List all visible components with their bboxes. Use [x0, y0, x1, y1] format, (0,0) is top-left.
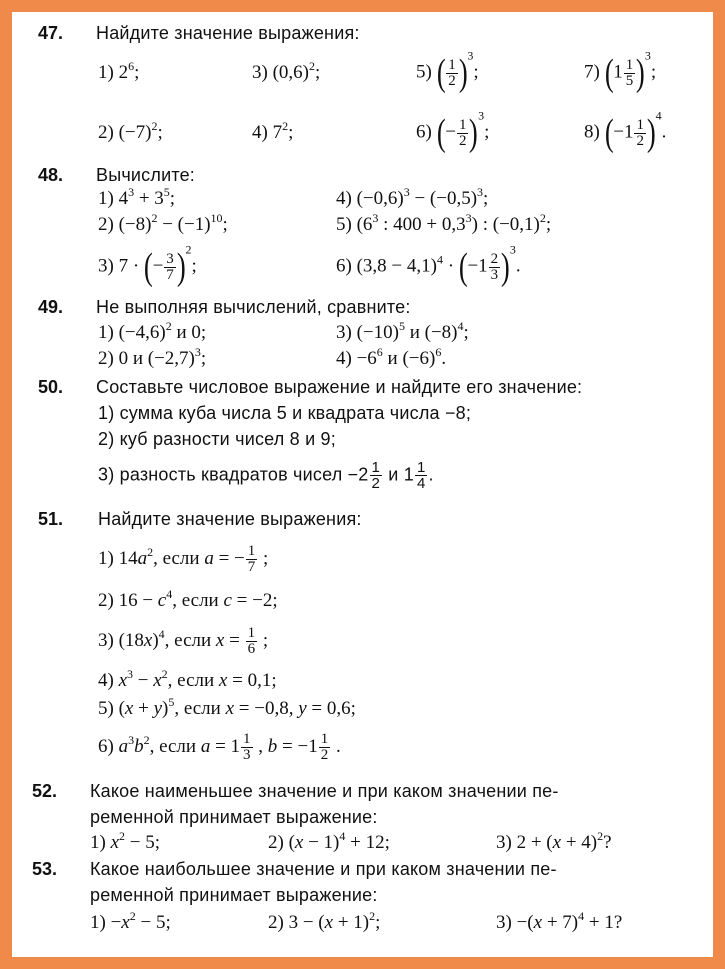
problem-title: Составьте числовое выражение и найдите его значение: — [96, 377, 583, 397]
problem-number: 50. — [38, 377, 64, 397]
problem-number: 51. — [38, 509, 64, 529]
item: 4) $(-0,6)^3 - (-0,5)^3$; — [336, 185, 489, 209]
item: 5) ( $\frac{1}{2}$ )$^3$; — [416, 48, 479, 94]
item: 1) $x^2 - 5$; — [90, 829, 161, 853]
item: 5) $(x + y)^5$, если x = −0,8, y = 0,6; — [98, 695, 356, 719]
problem-title: Вычислите: — [96, 165, 195, 185]
item: 2) куб разности чисел 8 и 9; — [98, 429, 336, 449]
item: 1) $4^3 + 3^5$; — [98, 185, 176, 209]
item: 1) $2^6$; — [98, 59, 140, 83]
item: 6) (− $\frac{1}{2}$ )$^3$; — [416, 108, 490, 154]
problem-number: 53. — [32, 859, 58, 879]
problem-text: Какое наибольшее значение и при каком значении пе- — [90, 859, 557, 879]
item: 6) $(3,8 - 4,1)^4 \cdot (-1$ $\frac{2}{3}$ )$^3$. — [336, 242, 521, 288]
item: 8) (−1 $\frac{1}{2}$ )$^4$. — [584, 108, 667, 154]
item: 2) 0 и $(-2,7)^3$; — [98, 345, 207, 369]
item: $1) -x^2 - 5$; — [90, 909, 171, 933]
item: 2) $3 - (x + 1)^2$; — [268, 909, 381, 933]
item: 4) $7^2$; — [252, 119, 294, 143]
item: $3) -(x + 7)^4 + 1$? — [496, 909, 623, 933]
item: 3) $(0,6)^2$; — [252, 59, 321, 83]
problem-title: Найдите значение выражения: — [98, 509, 362, 529]
problem-number: 49. — [38, 297, 64, 317]
item: 3) 7 · (− $\frac{3}{7}$ )$^2$; — [98, 242, 197, 288]
item: 3) $2 + (x + 4)^2$? — [496, 829, 612, 853]
problem-title: Найдите значение выражения: — [96, 23, 360, 43]
item: 1) сумма куба числа 5 и квадрата числа −8; — [98, 403, 472, 423]
item: 1) $14a^2$, если a = − $\frac{1}{7}$ ; — [98, 543, 269, 575]
problem-text: ременной принимает выражение: — [90, 807, 378, 827]
problem-number: 48. — [38, 165, 64, 185]
item: 1) $(-4,6)^2$ и 0; — [98, 319, 207, 343]
problem-title: Не выполняя вычислений, сравните: — [96, 297, 411, 317]
problem-text: Какое наименьшее значение и при каком значении пе- — [90, 781, 559, 801]
item: 3) $(18x)^4$, если x = $\frac{1}{6}$ ; — [98, 625, 269, 657]
item: 2) $(-8)^2 - (-1)^{10}$; — [98, 211, 228, 235]
textbook-page — [12, 12, 713, 957]
problem-number: 47. — [38, 23, 64, 43]
item: $4) -6^6$ и $(-6)^6$. — [336, 345, 447, 369]
item: 2) $(-7)^2$; — [98, 119, 163, 143]
item: 3) $(-10)^5$ и $(-8)^4$; — [336, 319, 469, 343]
item: 2) $16 - c^4$, если c = −2; — [98, 587, 278, 611]
item: 6) $a^3b^2$, если a = 1 $\frac{1}{3}$ , b = −1 $\frac{1}{2}$ . — [98, 731, 341, 763]
item: 2) $(x - 1)^4 + 12$; — [268, 829, 390, 853]
item: 3) разность квадратов чисел −2 $\frac{1}{2}$ и 1 $\frac{1}{4}$ . — [98, 459, 434, 492]
problem-number: 52. — [32, 781, 58, 801]
item: 5) ($6^3$ : $400 + 0,3^3$) : $(-0,1)^2$; — [336, 211, 552, 235]
item: 4) $x^3 - x^2$, если x = 0,1; — [98, 667, 277, 691]
problem-text: ременной принимает выражение: — [90, 885, 378, 905]
item: 7) (1 $\frac{1}{5}$ )$^3$; — [584, 48, 657, 94]
